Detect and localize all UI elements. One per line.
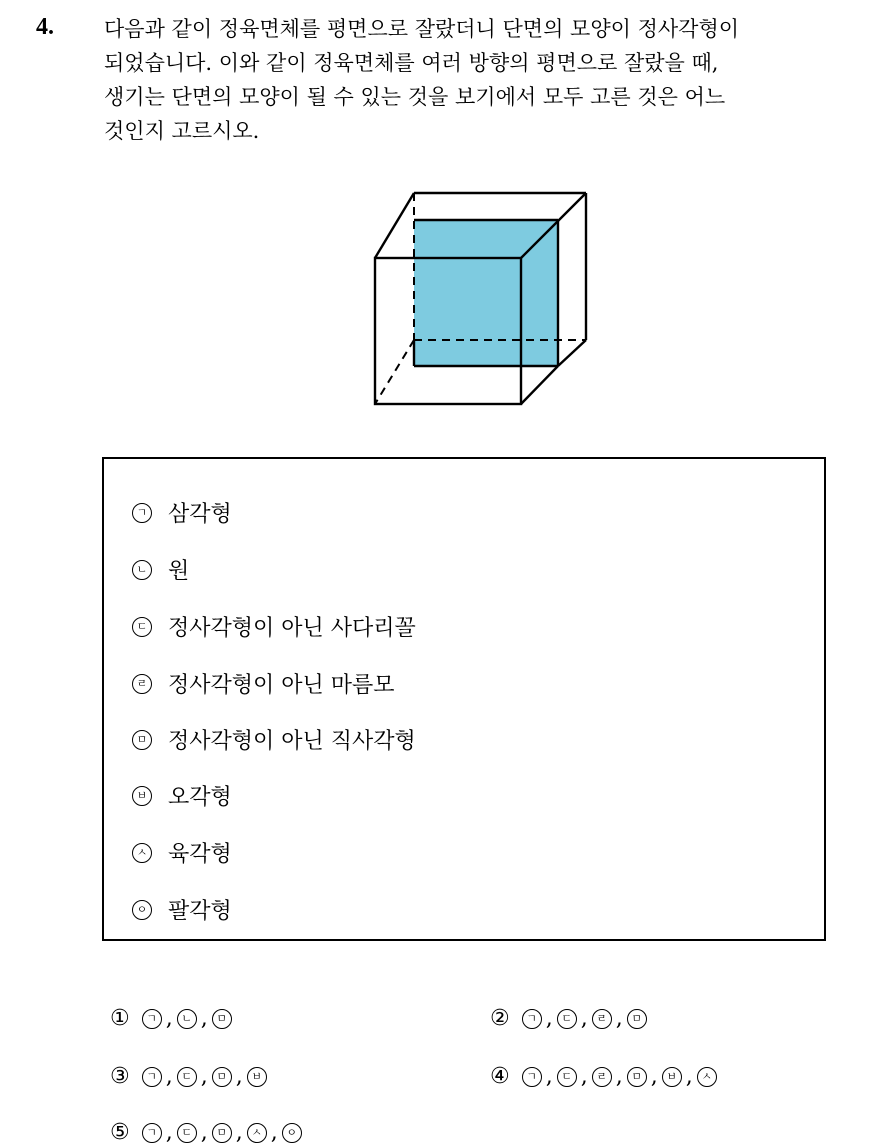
answer-choice-5[interactable]: [110, 1120, 306, 1145]
circled-mark: ㅁ: [212, 1123, 232, 1143]
cube-diagram: [360, 180, 600, 420]
answer-choice-3[interactable]: [110, 1064, 271, 1089]
circled-mark: ㄹ: [592, 1009, 612, 1029]
circled-mark: ㄹ: [592, 1067, 612, 1087]
comma: ,: [615, 1006, 623, 1031]
circled-mark: ㄴ: [132, 560, 152, 580]
comma: ,: [270, 1120, 278, 1145]
bogi-item-text: 팔각형: [168, 899, 232, 924]
comma: ,: [235, 1120, 243, 1145]
bogi-item: [132, 668, 395, 699]
circled-mark: ㄷ: [132, 617, 152, 637]
circled-mark: ㅅ: [132, 843, 152, 863]
comma: ,: [580, 1006, 588, 1031]
circled-mark: ㅅ: [247, 1123, 267, 1143]
circled-mark: ㄱ: [142, 1123, 162, 1143]
comma: ,: [200, 1120, 208, 1145]
bogi-item: [132, 780, 232, 811]
circled-mark: ㄱ: [142, 1009, 162, 1029]
cube-edge: [521, 366, 558, 404]
circled-mark: ㅂ: [132, 786, 152, 806]
comma: ,: [580, 1064, 588, 1089]
comma: ,: [165, 1064, 173, 1089]
circled-mark: ㅁ: [212, 1067, 232, 1087]
circled-mark: ㄱ: [132, 503, 152, 523]
circled-mark: ㄷ: [177, 1123, 197, 1143]
bogi-item: [132, 497, 232, 528]
stem-line: 되었습니다. 이와 같이 정육면체를 여러 방향의 평면으로 잘랐을 때,: [104, 51, 719, 75]
circled-mark: ㄱ: [522, 1009, 542, 1029]
choice-number: ③: [110, 1064, 130, 1089]
circled-mark: ㄴ: [177, 1009, 197, 1029]
bogi-item-text: 삼각형: [168, 502, 232, 527]
answer-choice-1[interactable]: [110, 1006, 236, 1031]
choice-number: ①: [110, 1006, 130, 1031]
question-stem: [104, 12, 874, 148]
comma: ,: [545, 1006, 553, 1031]
bogi-item-text: 오각형: [168, 785, 232, 810]
comma: ,: [165, 1120, 173, 1145]
answer-choice-4[interactable]: [490, 1064, 721, 1089]
hidden-edge: [375, 340, 414, 404]
circled-mark: ㄹ: [132, 674, 152, 694]
comma: ,: [200, 1064, 208, 1089]
circled-mark: ㅁ: [627, 1009, 647, 1029]
stem-line: 생기는 단면의 모양이 될 수 있는 것을 보기에서 모두 고른 것은 어느: [104, 85, 726, 109]
stem-line: 것인지 고르시오.: [104, 119, 260, 143]
circled-mark: ㅅ: [697, 1067, 717, 1087]
bogi-item-text: 원: [168, 559, 190, 584]
circled-mark: ㅁ: [627, 1067, 647, 1087]
bogi-item: [132, 724, 416, 755]
cube-edge: [558, 340, 586, 366]
comma: ,: [165, 1006, 173, 1031]
bogi-item-text: 정사각형이 아닌 사다리꼴: [168, 616, 416, 641]
circled-mark: ㅂ: [247, 1067, 267, 1087]
choice-number: ⑤: [110, 1120, 130, 1145]
circled-mark: ㅂ: [662, 1067, 682, 1087]
circled-mark: ㅁ: [132, 730, 152, 750]
circled-mark: ㄷ: [557, 1067, 577, 1087]
circled-mark: ㅁ: [212, 1009, 232, 1029]
bogi-item: [132, 554, 189, 585]
circled-mark: ㅇ: [132, 900, 152, 920]
bogi-item: [132, 611, 416, 642]
bogi-item: [132, 894, 232, 925]
bogi-item: [132, 837, 232, 868]
answer-choice-2[interactable]: [490, 1006, 651, 1031]
comma: ,: [615, 1064, 623, 1089]
choice-number: ②: [490, 1006, 510, 1031]
comma: ,: [200, 1006, 208, 1031]
choice-number: ④: [490, 1064, 510, 1089]
comma: ,: [685, 1064, 693, 1089]
circled-mark: ㄱ: [522, 1067, 542, 1087]
circled-mark: ㅇ: [282, 1123, 302, 1143]
circled-mark: ㄷ: [557, 1009, 577, 1029]
stem-line: 다음과 같이 정육면체를 평면으로 잘랐더니 단면의 모양이 정사각형이: [104, 17, 740, 41]
comma: ,: [545, 1064, 553, 1089]
bogi-item-text: 정사각형이 아닌 직사각형: [168, 729, 416, 754]
cube-edge: [375, 193, 414, 258]
bogi-item-text: 육각형: [168, 842, 232, 867]
circled-mark: ㄱ: [142, 1067, 162, 1087]
cube-figure: [360, 180, 600, 420]
bogi-box: [102, 457, 826, 941]
circled-mark: ㄷ: [177, 1067, 197, 1087]
comma: ,: [235, 1064, 243, 1089]
question-number: 4.: [36, 14, 54, 40]
comma: ,: [650, 1064, 658, 1089]
bogi-item-text: 정사각형이 아닌 마름모: [168, 673, 395, 698]
